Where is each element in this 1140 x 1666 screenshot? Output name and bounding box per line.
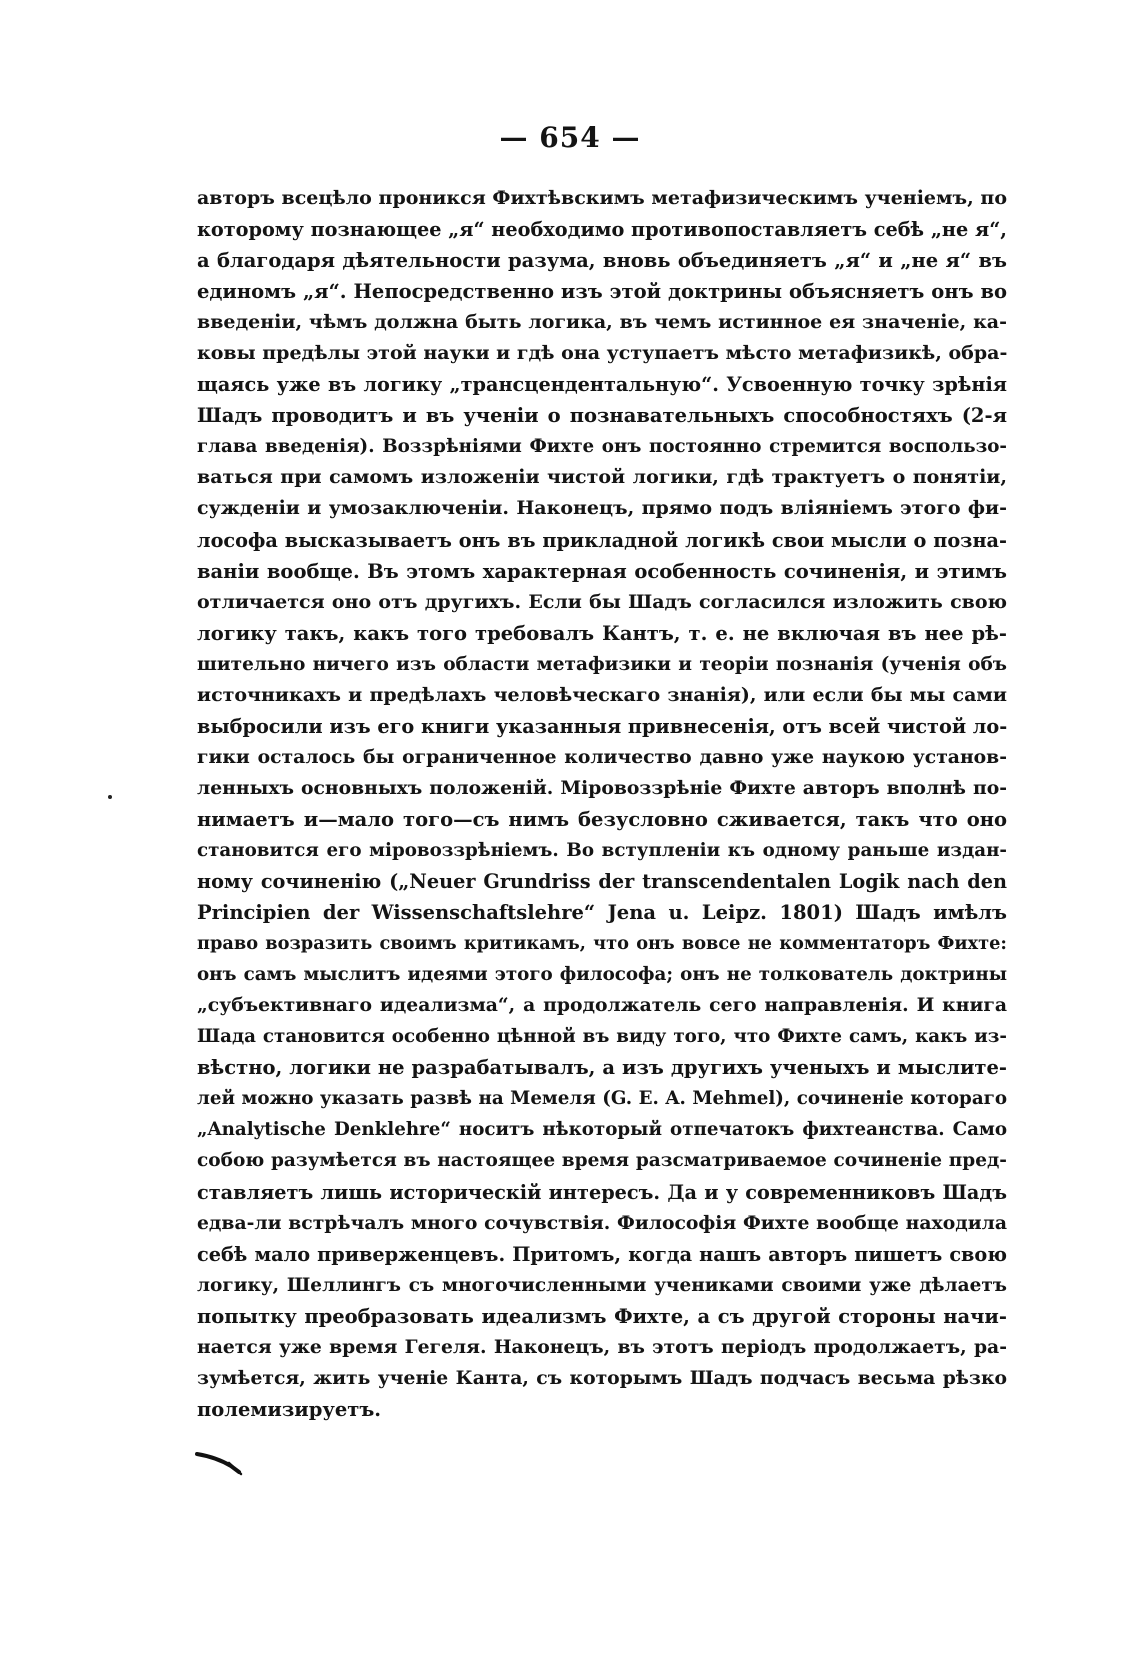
text-line: лософа высказываетъ онъ въ прикладной логикѣ свои мысли о позна-	[197, 528, 1007, 552]
page-number: — 654 —	[499, 121, 641, 154]
text-line: ленныхъ основныхъ положеній. Міровоззрѣніе Фихте авторъ вполнѣ по-	[197, 776, 1007, 799]
text-line: право возразить своимъ критикамъ, что онъ вовсе не комментаторъ Фихте:	[197, 933, 1007, 955]
text-line: логику такъ, какъ того требовалъ Кантъ, т. е. не включая въ нее рѣ-	[197, 621, 1007, 645]
text-line: введеніи, чѣмъ должна быть логика, въ чемъ истинное ея значеніе, ка-	[197, 311, 1007, 334]
text-line: логику, Шеллингъ съ многочисленными учениками своими уже дѣлаетъ	[197, 1274, 1007, 1296]
text-line: зумѣется, жить ученіе Канта, съ которымъ Шадъ подчасъ весьма рѣзко	[197, 1366, 1007, 1389]
text-line: лей можно указать развѣ на Мемеля (G. E. A. Mehmel), сочиненіе котораго	[197, 1088, 1007, 1110]
text-line: вѣстно, логики не разрабатывалъ, а изъ другихъ ученыхъ и мыслите-	[197, 1056, 1007, 1080]
text-line: Шадъ проводитъ и въ ученіи о познавательныхъ способностяхъ (2-я	[197, 404, 1007, 428]
text-line: источникахъ и предѣлахъ человѣческаго знанія), или если бы мы сами	[197, 683, 1007, 706]
text-line: Шада становится особенно цѣнной въ виду того, что Фихте самъ, какъ из-	[197, 1026, 1007, 1048]
text-line: онъ самъ мыслитъ идеями этого философа; онъ не толкователь доктрины	[197, 964, 1007, 986]
text-line: ному сочиненію („Neuer Grundriss der transcendentalen Logik nach den	[197, 870, 1007, 894]
text-line: Principien der Wissenschaftslehre“ Jena u. Leipz. 1801) Шадъ имѣлъ	[197, 901, 1007, 925]
text-line: становится его міровоззрѣніемъ. Во вступленіи къ одному раньше издан-	[197, 839, 1007, 861]
text-line: авторъ всецѣло проникся Фихтѣвскимъ метафизическимъ ученіемъ, по	[197, 187, 1007, 209]
text-line: щаясь уже въ логику „трансцендентальную“. Усвоенную точку зрѣнія	[197, 373, 1007, 397]
text-line: выбросили изъ его книги указанныя привнесенія, отъ всей чистой ло-	[197, 714, 1007, 738]
text-line: ставляетъ лишь историческій интересъ. Да и у современниковъ Шадъ	[197, 1180, 1007, 1204]
text-line: шительно ничего изъ области метафизики и теоріи познанія (ученія объ	[197, 653, 1007, 675]
text-line: которому познающее „я“ необходимо противопоставляетъ себѣ „не я“,	[197, 218, 1007, 242]
text-line: себѣ мало приверженцевъ. Притомъ, когда нашъ авторъ пишетъ свою	[197, 1242, 1007, 1266]
text-line: „Analytische Denklehre“ носитъ нѣкоторый отпечатокъ фихтеанства. Само	[197, 1119, 1007, 1141]
text-line: а благодаря дѣятельности разума, вновь объединяетъ „я“ и „не я“ въ	[197, 249, 1007, 273]
text-line: гики осталось бы ограниченное количество давно уже наукою установ-	[197, 745, 1007, 768]
text-line: попытку преобразовать идеализмъ Фихте, а съ другой стороны начи-	[197, 1304, 1007, 1328]
main-paragraph	[197, 183, 1007, 1425]
text-line: единомъ „я“. Непосредственно изъ этой доктрины объясняетъ онъ во	[197, 280, 1007, 304]
text-line: „субъективнаго идеализма“, а продолжатель сего направленія. И книга	[197, 994, 1007, 1017]
pen-mark-icon	[195, 1450, 243, 1476]
text-line: сужденіи и умозаключеніи. Наконецъ, прямо подъ вліяніемъ этого фи-	[197, 497, 1007, 520]
text-line: полемизируетъ.	[197, 1397, 382, 1421]
text-line: ваніи вообще. Въ этомъ характерная особенность сочиненія, и этимъ	[197, 559, 1007, 583]
margin-ink-dot	[108, 795, 112, 799]
text-line: собою разумѣется въ настоящее время разсматриваемое сочиненіе пред-	[197, 1150, 1007, 1172]
text-line: отличается оно отъ другихъ. Если бы Шадъ согласился изложить свою	[197, 590, 1007, 613]
text-line: ваться при самомъ изложеніи чистой логики, гдѣ трактуетъ о понятіи,	[197, 466, 1007, 489]
text-line: глава введенія). Воззрѣніями Фихте онъ постоянно стремится воспользо-	[197, 436, 1007, 458]
text-line: едва-ли встрѣчалъ много сочувствія. Философія Фихте вообще находила	[197, 1211, 1007, 1234]
text-line: нимаетъ и—мало того—съ нимъ безусловно сживается, такъ что оно	[197, 807, 1007, 831]
text-line: ковы предѣлы этой науки и гдѣ она уступаетъ мѣсто метафизикѣ, обра-	[197, 342, 1007, 365]
text-line: нается уже время Гегеля. Наконецъ, въ этотъ періодъ продолжаетъ, ра-	[197, 1335, 1007, 1358]
